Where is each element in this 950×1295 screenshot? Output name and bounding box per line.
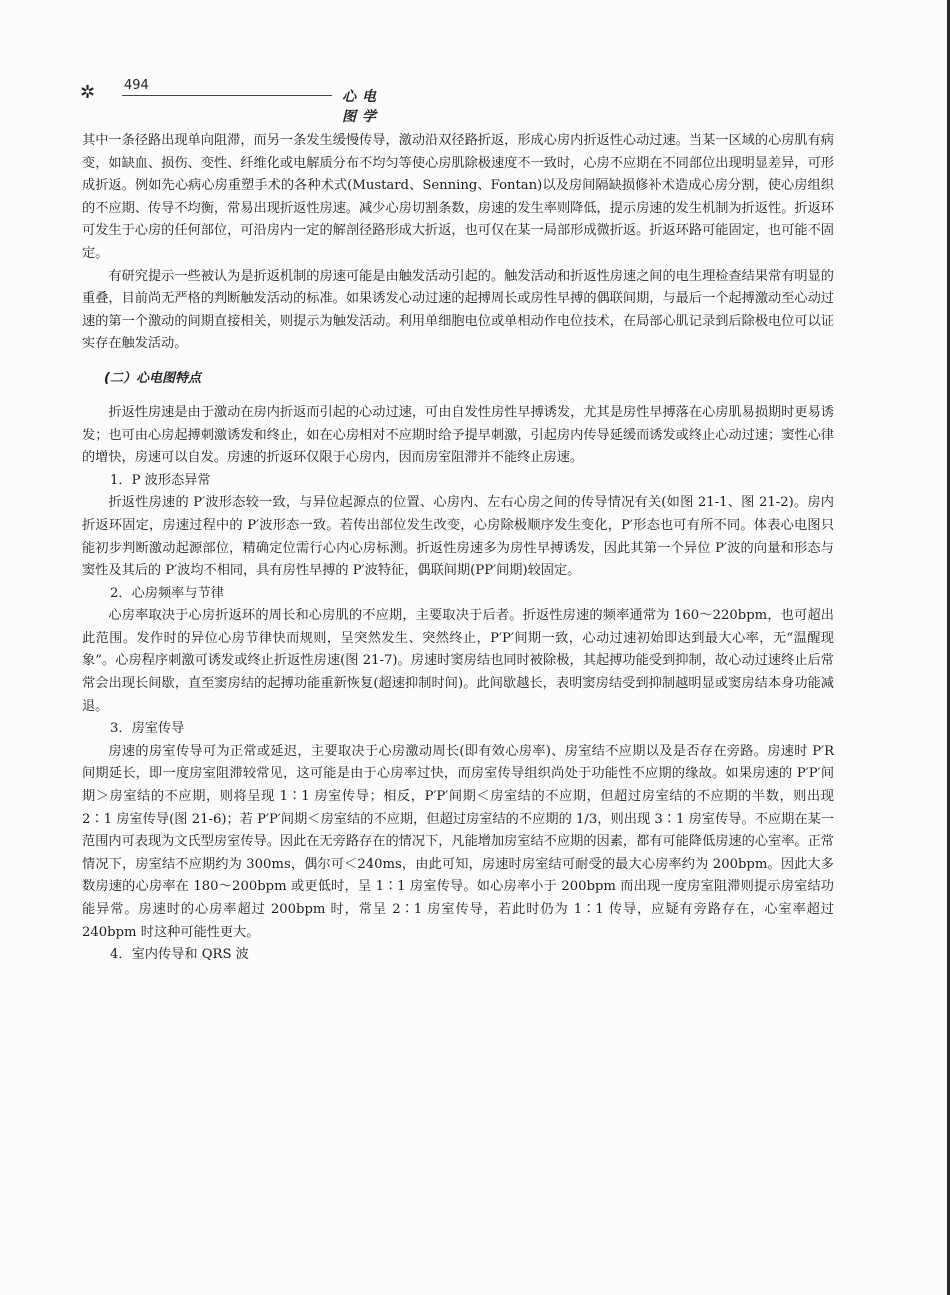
subsection-heading: 4．室内传导和 QRS 波 — [110, 947, 249, 963]
subsection-heading: 1．P 波形态异常 — [110, 472, 211, 488]
paragraph: 心房率取决于心房折返环的周长和心房肌的不应期，主要取决于后者。折返性房速的频率通常为 160～220bpm，也可超出此范围。发作时的异位心房节律快而规则，呈突然发生、突然终止，P′P′间期一致，心动过速初始即达到最大心率，无“温醒现象”。心房程序刺激可诱发或终止折返性房速(图 21-7)。房速时窦房结也同时被除极，其起搏功能受到抑制，故心动过速终止后常常会出现长间歇，直至窦房结的起搏功能重新恢复(超速抑制时间)。此间歇越长，表明窦房结受到抑制越明显或窦房结本身功能减退。 — [82, 608, 834, 714]
paragraph: 房速的房室传导可为正常或延迟，主要取决于心房激动周长(即有效心房率)、房室结不应期以及是否存在旁路。房速时 P′R 间期延长，即一度房室阻滞较常见，这可能是由于心房率过快，而房室传导组织尚处于功能性不应期的缘故。如果房速的 P′P′间期＞房室结的不应期，则将呈现 1∶1 房室传导；相反，P′P′间期＜房室结的不应期，但超过房室结的不应期的半数，则出现 2∶1 房室传导(图 21-6)；若 P′P′间期＜房室结的不应期，但超过房室结的不应期的 1/3，则出现 3∶1 房室传导。不应期在某一范围内可表现为文氏型房室传导。因此在无旁路存在的情况下，凡能增加房室结不应期的因素，都有可能降低房速的心室率。正常情况下，房室结不应期约为 300ms，偶尔可＜240ms，由此可知，房速时房室结可耐受的最大心房率约为 200bpm。因此大多数房速的心房率在 180～200bpm 或更低时，呈 1∶1 房室传导。如心房率小于 200bpm 而出现一度房室阻滞则提示房室结功能异常。房速时的心房率超过 200bpm 时，常呈 2∶1 房室传导，若此时仍为 1∶1 传导，应疑有旁路存在，心室率超过 240bpm 时这种可能性更大。 — [82, 743, 834, 940]
ornament-icon: ✲ — [80, 82, 96, 103]
running-title: 心电图学 — [342, 89, 382, 125]
paragraph: 折返性房速是由于激动在房内折返而引起的心动过速，可由自发性房性早搏诱发，尤其是房性早搏落在心房肌易损期时更易诱发；也可由心房起搏刺激诱发和终止，如在心房相对不应期时给予提早刺激，引起房内传导延缓而诱发或终止心动过速；窦性心律的增快，房速可以自发。房速的折返环仅限于心房内，因而房室阻滞并不能终止房速。 — [82, 404, 834, 466]
paragraph: 有研究提示一些被认为是折返机制的房速可能是由触发活动引起的。触发活动和折返性房速之间的电生理检查结果常有明显的重叠，目前尚无严格的判断触发活动的标准。如果诱发心动过速的起搏周长或房性早搏的偶联间期，与最后一个起搏激动至心动过速的第一个激动的间期直接相关，则提示为触发活动。利用单细胞电位或单相动作电位技术，在局部心肌记录到后除极电位可以证实存在触发活动。 — [82, 268, 834, 352]
page-number: 494 — [124, 78, 149, 93]
subsection-heading: 2．心房频率与节律 — [110, 585, 224, 601]
paragraph: 折返性房速的 P′波形态较一致，与异位起源点的位置、心房内、左右心房之间的传导情况有关(如图 21-1、图 21-2)。房内折返环固定，房速过程中的 P′波形态一致。若传出部位发生改变，心房除极顺序发生变化，P′形态也可有所不同。体表心电图只能初步判断激动起源部位，精确定位需行心内心房标测。折返性房速多为房性早搏诱发，因此其第一个异位 P′波的向量和形态与窦性及其后的 P′波均不相同，具有房性早搏的 P′波特征，偶联间期(PP′间期)较固定。 — [82, 495, 834, 579]
paragraph: 其中一条径路出现单向阻滞，而另一条发生缓慢传导，激动沿双径路折返，形成心房内折返性心动过速。当某一区域的心房肌有病变，如缺血、损伤、变性、纤维化或电解质分布不均匀等使心房肌除极速度不一致时，心房不应期在不同部位出现明显差异，可形成折返。例如先心病心房重塑手术的各种术式(Mustard、Senning、Fontan)以及房间隔缺损修补术造成心房分割，使心房组织的不应期、传导不均衡，常易出现折返性房速。减少心房切割条数，房速的发生率则降低，提示房速的发生机制为折返性。折返环可发生于心房的任何部位，可沿房内一定的解剖径路形成大折返，也可仅在某一局部形成微折返。折返环路可能固定，也可能不固定。 — [82, 133, 834, 261]
body-text — [82, 130, 834, 967]
subsection-heading: 3．房室传导 — [110, 721, 185, 737]
header-rule — [122, 95, 332, 96]
section-heading: (二）心电图特点 — [104, 370, 201, 386]
page-header — [80, 78, 400, 125]
